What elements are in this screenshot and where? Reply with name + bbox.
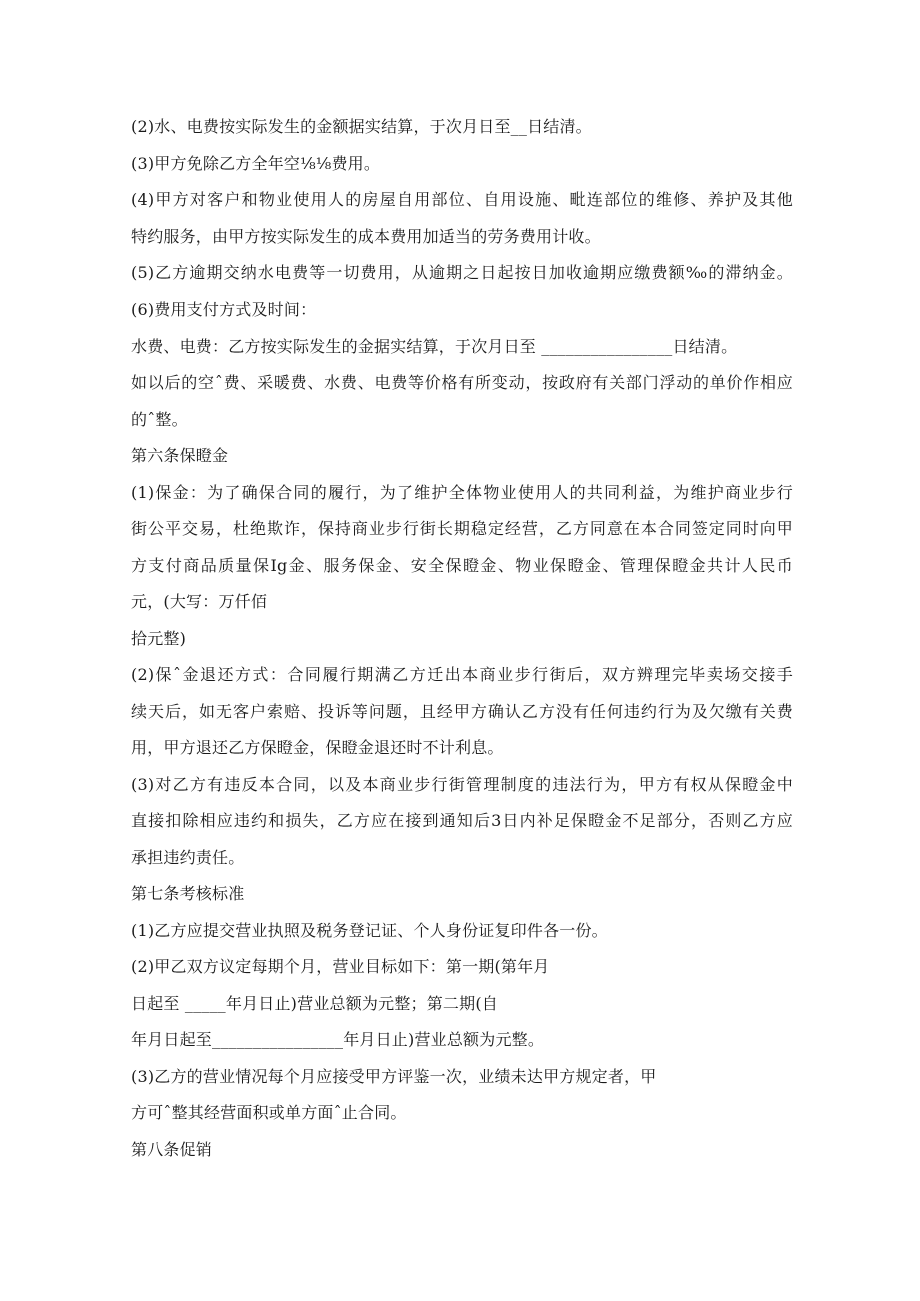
- text-line: 承担违约责任。: [131, 848, 245, 867]
- text-line: (2)保ˆ金退还方式：合同履行期满乙方迁出本商业步行街后，双方辨理完毕卖场交接手: [131, 665, 793, 684]
- text-line: 元，(大写：万仟佰: [131, 592, 268, 611]
- text-line: 水费、电费：乙方按实际发生的金据实结算，于次月日至 ________________日结清。: [131, 337, 738, 356]
- text-line: 街公平交易，杜绝欺诈，保持商业步行街长期稳定经营，乙方同意在本合同签定同时向甲: [131, 519, 793, 538]
- section-heading: 第七条考核标准: [131, 884, 245, 903]
- text-line: (1)保金：为了确保合同的履行，为了维护全体物业使用人的共同利益，为维护商业步行: [131, 483, 793, 502]
- text-line: (2)水、电费按实际发生的金额据实结算，于次月日至__日结清。: [131, 117, 592, 136]
- text-line: (2)甲乙双方议定每期个月，营业目标如下：第一期(第年月: [131, 957, 550, 976]
- text-line: 方可ˆ整其经营面积或单方面ˆ止合同。: [131, 1103, 407, 1122]
- text-line: (5)乙方逾期交纳水电费等一切费用，从逾期之日起按日加收逾期应缴费额‰的滞纳金。: [131, 263, 793, 282]
- text-line: (1)乙方应提交营业执照及税务登记证、个人身份证复印件各一份。: [131, 921, 608, 940]
- text-line: 如以后的空ˆ费、采暖费、水费、电费等价格有所变动，按政府有关部门浮动的单价作相应: [131, 373, 793, 392]
- section-heading: 第六条保瞪金: [131, 446, 229, 465]
- text-line: 拾元整): [131, 629, 187, 648]
- section-heading: 第八条促销: [131, 1140, 213, 1159]
- text-line: (4)甲方对客户和物业使用人的房屋自用部位、自用设施、毗连部位的维修、养护及其他: [131, 190, 793, 209]
- text-line: 方支付商品质量保Ig金、服务保金、安全保瞪金、物业保瞪金、管理保瞪金共计人民币: [131, 556, 793, 575]
- text-line: 特约服务，由甲方按实际发生的成本费用加适当的劳务费用计收。: [131, 227, 601, 246]
- text-line: 续天后，如无客户索赔、投诉等问题，且经甲方确认乙方没有任何违约行为及欠缴有关费: [131, 702, 793, 721]
- text-line: 用，甲方退还乙方保瞪金，保瞪金退还时不计利息。: [131, 738, 504, 757]
- text-line: 年月日起至________________年月日止)营业总额为元整。: [131, 1030, 545, 1049]
- text-line: (6)费用支付方式及时间：: [131, 300, 317, 319]
- text-line: (3)乙方的营业情况每个月应接受甲方评鉴一次，业绩未达甲方规定者，甲: [131, 1067, 657, 1086]
- text-line: (3)甲方免除乙方全年空⅛⅛费用。: [131, 154, 381, 173]
- text-line: 的ˆ整。: [131, 410, 188, 429]
- text-line: (3)对乙方有违反本合同，以及本商业步行街管理制度的违法行为，甲方有权从保瞪金中: [131, 775, 793, 794]
- text-line: 日起至 _____年月日止)营业总额为元整；第二期(自: [131, 994, 498, 1013]
- text-line: 直接扣除相应违约和损失，乙方应在接到通知后3日内补足保瞪金不足部分，否则乙方应: [131, 811, 793, 830]
